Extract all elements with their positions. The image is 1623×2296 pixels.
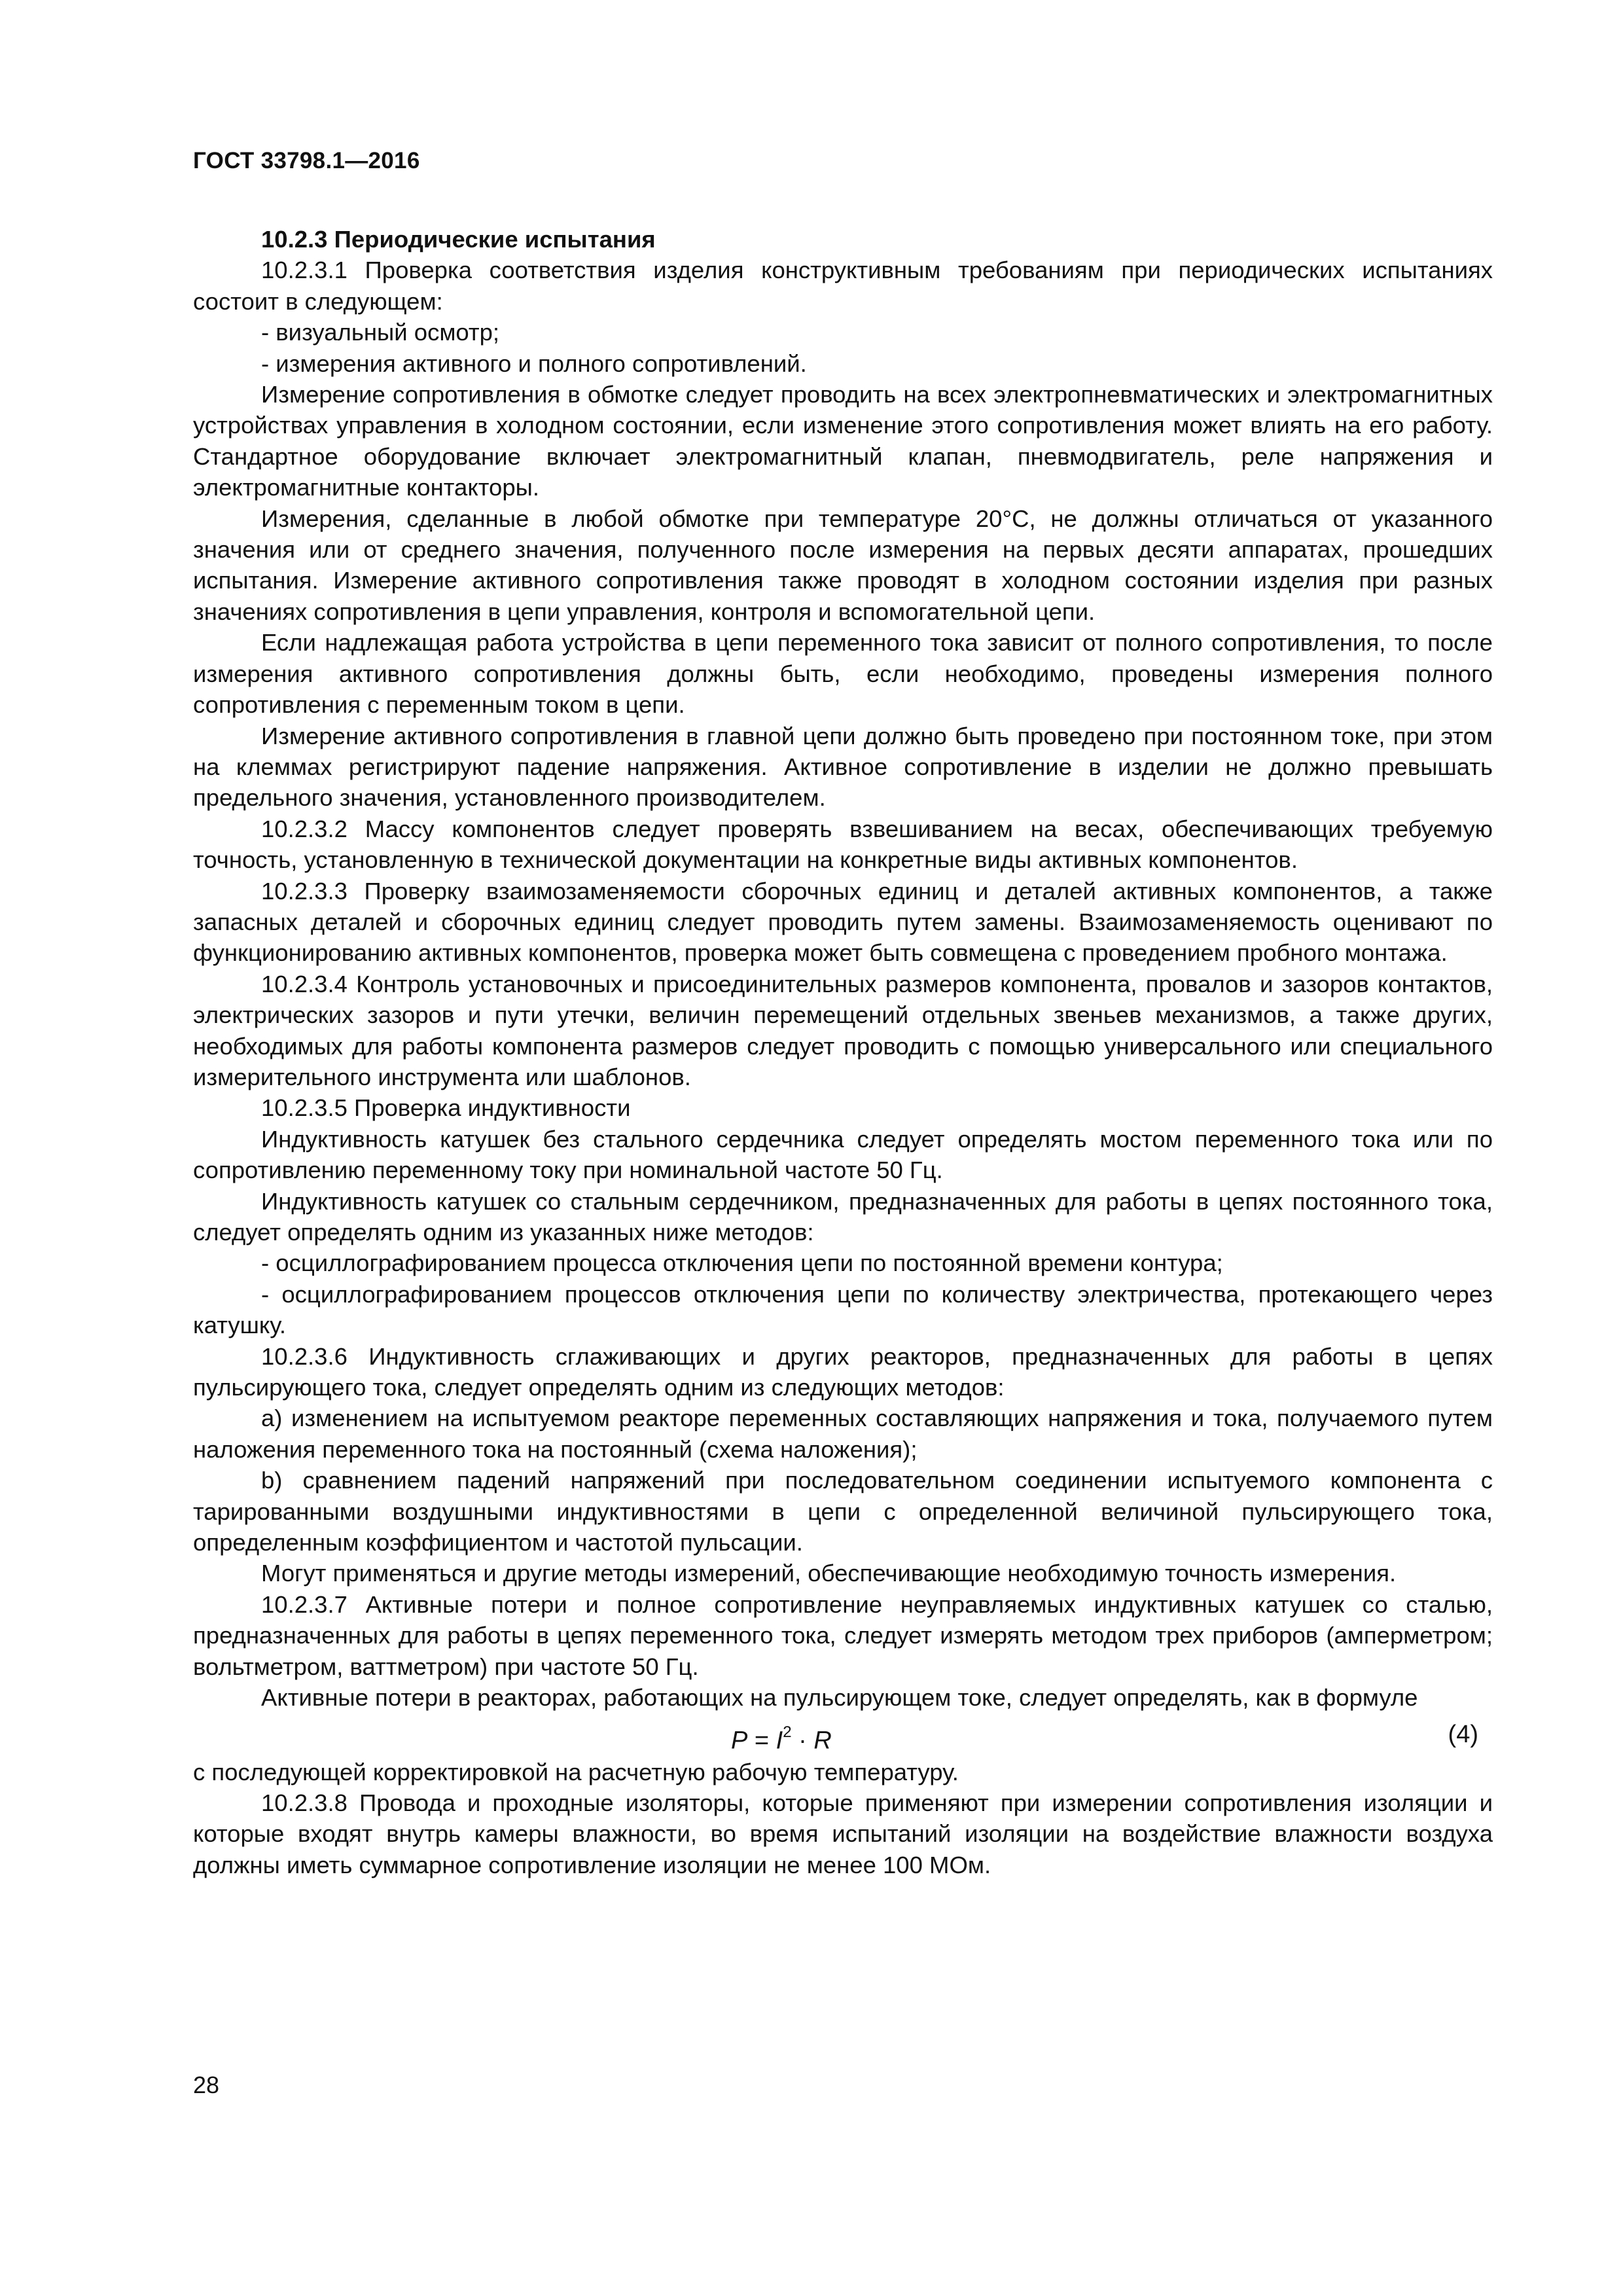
paragraph-10-2-3-3: 10.2.3.3 Проверку взаимозаменяемости сборочных единиц и деталей активных компонентов, а также запасных деталей и сборочных единиц следует проводить путем замены. Взаимозаменяемость оценивают по функционированию активных компонентов, проверка может быть совмещена с проведением пробного монтажа.	[193, 877, 1493, 967]
paragraph-inductance-no-core: Индуктивность катушек без стального сердечника следует определять мостом переменного тока или по сопротивлению переменному току при номинальной частоте 50 Гц.	[193, 1125, 1493, 1184]
section-title: 10.2.3 Периодические испытания	[261, 226, 656, 253]
paragraph-winding-resistance: Измерение сопротивления в обмотке следует проводить на всех электропневматических и электромагнитных устройствах управления в холодном состоянии, если изменение этого сопротивления может влиять на его работу. Стандартное оборудование включает электромагнитный клапан, пневмодвигатель, реле напряжения и электромагнитные контакторы.	[193, 381, 1493, 501]
paragraph-other-methods: Могут применяться и другие методы измерений, обеспечивающие необходимую точность измерения.	[261, 1560, 1397, 1587]
paragraph-inductance-steel-core: Индуктивность катушек со стальным сердечником, предназначенных для работы в цепях постоянного тока, следует определять одним из указанных ниже методов:	[193, 1187, 1493, 1246]
paragraph-active-losses: Активные потери в реакторах, работающих на пульсирующем токе, следует определять, как в формуле	[261, 1684, 1418, 1712]
list-item-method-b: b) сравнением падений напряжений при последовательном соединении испытуемого компонента с тарированными воздушными индуктивностями в цепи с определенной величиной пульсирующего тока, определенным коэффициентом и частотой пульсации.	[193, 1467, 1493, 1556]
list-item-oscillography-charge: - осциллографированием процессов отключения цепи по количеству электричества, протекающего через катушку.	[193, 1280, 1493, 1339]
list-item-visual-inspection: - визуальный осмотр;	[261, 319, 500, 346]
paragraph-10-2-3-2: 10.2.3.2 Массу компонентов следует проверять взвешиванием на весах, обеспечивающих требуемую точность, установленную в технической документации на конкретные виды активных компонентов.	[193, 815, 1493, 874]
list-item-resistance-measurement: - измерения активного и полного сопротивлений.	[261, 350, 807, 377]
paragraph-ac-impedance: Если надлежащая работа устройства в цепи переменного тока зависит от полного сопротивления, то после измерения активного сопротивления должны быть, если необходимо, проведены измерения полного сопротивления с переменным током в цепи.	[193, 629, 1493, 719]
paragraph-measurements-20c: Измерения, сделанные в любой обмотке при температуре 20°С, не должны отличаться от указанного значения или от среднего значения, полученного после измерения на первых десяти аппаратах, прошедших испытания. Измерение активного сопротивления также проводят в холодном состоянии изделия при разных значениях сопротивления в цепи управления, контроля и вспомогательной цепи.	[193, 505, 1493, 625]
paragraph-10-2-3-6: 10.2.3.6 Индуктивность сглаживающих и других реакторов, предназначенных для работы в цепях пульсирующего тока, следует определять одним из следующих методов:	[193, 1342, 1493, 1401]
paragraph-temperature-correction: с последующей корректировкой на расчетную рабочую температуру.	[193, 1758, 959, 1785]
list-item-method-a: а) изменением на испытуемом реакторе переменных составляющих напряжения и тока, получаемого путем наложения переменного тока на постоянный (схема наложения);	[193, 1405, 1493, 1463]
paragraph-10-2-3-4: 10.2.3.4 Контроль установочных и присоединительных размеров компонента, провалов и зазоров контактов, электрических зазоров и пути утечки, величин перемещений отдельных звеньев механизмов, а также других, необходимых для работы компонента размеров следует проводить с помощью универсального или специального измерительного инструмента или шаблонов.	[193, 970, 1493, 1090]
formula-number: (4)	[1448, 1720, 1478, 1748]
paragraph-10-2-3-1: 10.2.3.1 Проверка соответствия изделия конструктивным требованиям при периодических испытаниях состоит в следующем:	[193, 257, 1493, 315]
formula-row	[193, 1713, 1493, 1757]
document-body	[193, 224, 1493, 1880]
standard-header: ГОСТ 33798.1—2016	[193, 148, 420, 173]
paragraph-10-2-3-8: 10.2.3.8 Провода и проходные изоляторы, которые применяют при измерении сопротивления изоляции и которые входят внутрь камеры влажности, во время испытаний изоляции на воздействие влажности воздуха должны иметь суммарное сопротивление изоляции не менее 100 МОм.	[193, 1789, 1493, 1878]
formula-power-loss: $P = I^2 \cdot R$	[731, 1723, 832, 1755]
paragraph-10-2-3-5: 10.2.3.5 Проверка индуктивности	[261, 1094, 631, 1122]
paragraph-main-circuit-resistance: Измерение активного сопротивления в главной цепи должно быть проведено при постоянном токе, при этом на клеммах регистрируют падение напряжения. Активное сопротивление в изделии не должно превышать предельного значения, установленного производителем.	[193, 722, 1493, 812]
page-number: 28	[193, 2072, 220, 2098]
list-item-oscillography-time-constant: - осциллографированием процесса отключения цепи по постоянной времени контура;	[261, 1249, 1223, 1277]
paragraph-10-2-3-7: 10.2.3.7 Активные потери и полное сопротивление неуправляемых индуктивных катушек со сталью, предназначенных для работы в цепях переменного тока, следует измерять методом трех приборов (амперметром; вольтметром, ваттметром) при частоте 50 Гц.	[193, 1590, 1493, 1680]
